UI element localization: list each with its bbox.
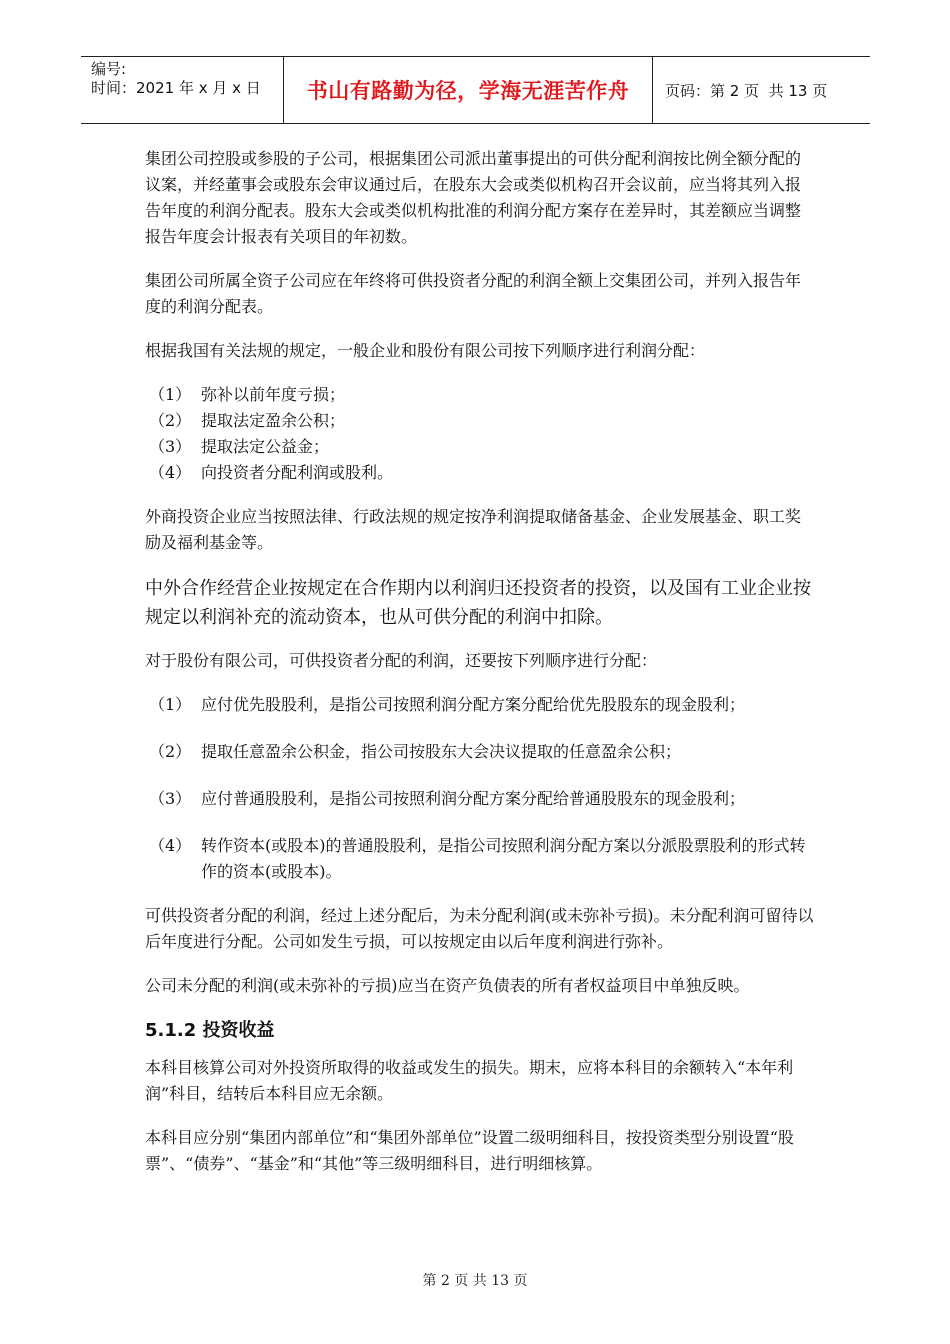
paragraph: 公司未分配的利润(或未弥补的亏损)应当在资产负债表的所有者权益项目中单独反映。 <box>145 976 750 995</box>
paragraph: 可供投资者分配的利润，经过上述分配后，为未分配利润(或未弥补亏损)。未分配利润可留待以后年度进行分配。公司如发生亏损，可以按规定由以后年度利润进行弥补。 <box>145 906 814 951</box>
list-item <box>145 382 815 408</box>
list-item-text: 提取法定盈余公积； <box>201 411 346 430</box>
list-item-text: 应付优先股股利，是指公司按照利润分配方案分配给优先股股东的现金股利； <box>201 695 746 714</box>
list-item-text: 应付普通股股利，是指公司按照利润分配方案分配给普通股股东的现金股利； <box>201 789 746 808</box>
document-body <box>145 146 815 1195</box>
list-item <box>145 408 815 434</box>
list-item-number: （2） <box>149 411 192 430</box>
list-item-text: 转作资本(或股本)的普通股股利，是指公司按照利润分配方案以分派股票股利的形式转作的资本(或股本)。 <box>201 836 806 881</box>
list-item-text: 弥补以前年度亏损； <box>201 385 346 404</box>
list-item-number: （4） <box>149 836 192 855</box>
list-item-number: （3） <box>149 789 192 808</box>
list-item <box>145 786 815 812</box>
list-item <box>145 460 815 486</box>
page-footer: 第 2 页 共 13 页 <box>422 1273 528 1289</box>
list-item-number: （3） <box>149 437 192 456</box>
paragraph: 根据我国有关法规的规定，一般企业和股份有限公司按下列顺序进行利润分配： <box>145 341 706 360</box>
paragraph: 外商投资企业应当按照法律、行政法规的规定按净利润提取储备基金、企业发展基金、职工奖励及福利基金等。 <box>145 507 802 552</box>
shareholding-distribution-list <box>145 692 815 885</box>
paragraph: 集团公司控股或参股的子公司，根据集团公司派出董事提出的可供分配利润按比例全额分配的议案，并经董事会或股东会审议通过后，在股东大会或类似机构召开会议前，应当将其列入报告年度的利润分配表。股东大会或类似机构批准的利润分配方案存在差异时，其差额应当调整报告年度会计报表有关项目的年初数。 <box>145 149 802 246</box>
list-item-number: （1） <box>149 385 192 404</box>
list-item-text: 向投资者分配利润或股利。 <box>201 463 394 482</box>
profit-distribution-order-list <box>145 382 815 486</box>
list-item <box>145 434 815 460</box>
list-item-number: （1） <box>149 695 192 714</box>
paragraph: 中外合作经营企业按规定在合作期内以利润归还投资者的投资，以及国有工业企业按规定以利润补充的流动资本，也从可供分配的利润中扣除。 <box>145 578 811 628</box>
paragraph: 集团公司所属全资子公司应在年终将可供投资者分配的利润全额上交集团公司，并列入报告年度的利润分配表。 <box>145 271 802 316</box>
paragraph: 本科目应分别“集团内部单位”和“集团外部单位”设置二级明细科目，按投资类型分别设置“股票”、“债券”、“基金”和“其他”等三级明细科目，进行明细核算。 <box>145 1128 794 1173</box>
paragraph: 对于股份有限公司，可供投资者分配的利润，还要按下列顺序进行分配： <box>145 651 658 670</box>
header-page-info <box>653 57 870 123</box>
list-item <box>145 739 815 765</box>
list-item <box>145 692 815 718</box>
header-motto: 书山有路勤为径，学海无涯苦作舟 <box>283 57 653 123</box>
list-item-number: （2） <box>149 742 192 761</box>
page-header <box>81 56 870 124</box>
document-number-label: 编号: <box>91 60 127 78</box>
list-item-text: 提取法定公益金； <box>201 437 330 456</box>
list-item-text: 提取任意盈余公积金，指公司按股东大会决议提取的任意盈余公积； <box>201 742 682 761</box>
section-heading: 5.1.2 投资收益 <box>145 1020 275 1041</box>
page-info-text: 页码：第 2 页 共 13 页 <box>665 81 828 100</box>
document-date: 时间：2021 年 x 月 x 日 <box>91 79 261 97</box>
header-meta <box>81 57 283 123</box>
paragraph: 本科目核算公司对外投资所取得的收益或发生的损失。期末，应将本科目的余额转入“本年利润”科目，结转后本科目应无余额。 <box>145 1058 794 1103</box>
list-item-number: （4） <box>149 463 192 482</box>
list-item <box>145 833 815 885</box>
